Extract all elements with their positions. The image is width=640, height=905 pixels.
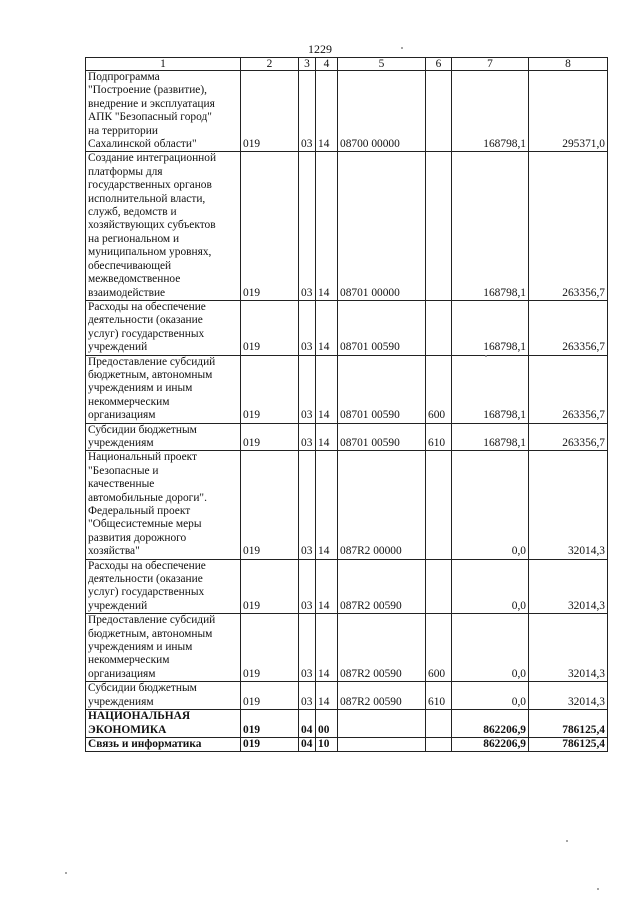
table-row	[86, 300, 608, 355]
table-row	[86, 451, 608, 559]
row-name: Национальный проект "Безопасные и качественные автомобильные дороги". Федеральный проект "Общесистемные меры развития дорожного хозяйства"	[88, 451, 207, 558]
cell-c7: 168798,1	[452, 355, 529, 423]
cell-c8: 786125,4	[529, 710, 608, 738]
cell-c2: 019	[241, 355, 299, 423]
cell-c7: 168798,1	[452, 152, 529, 300]
row-name-cell	[86, 682, 241, 710]
row-name: Субсидии бюджетным учреждениям	[88, 423, 197, 449]
cell-c8: 32014,3	[529, 559, 608, 614]
header-cell: 5	[338, 58, 426, 71]
cell-c7: 0,0	[452, 614, 529, 682]
cell-c8: 32014,3	[529, 614, 608, 682]
cell-c6	[426, 451, 452, 559]
cell-c4: 14	[316, 682, 338, 710]
cell-c2: 019	[241, 300, 299, 355]
cell-c2: 019	[241, 682, 299, 710]
cell-c3: 04	[299, 737, 316, 751]
table-row	[86, 355, 608, 423]
cell-c2: 019	[241, 559, 299, 614]
cell-c2: 019	[241, 71, 299, 152]
table-row	[86, 423, 608, 451]
row-name: Связь и информатика	[88, 737, 202, 750]
cell-c8: 786125,4	[529, 737, 608, 751]
header-cell: 2	[241, 58, 299, 71]
table-row	[86, 710, 608, 738]
header-cell: 7	[452, 58, 529, 71]
table-body	[86, 71, 608, 752]
row-name-cell	[86, 71, 241, 152]
header-row	[86, 58, 608, 71]
cell-c8: 263356,7	[529, 300, 608, 355]
row-name-cell	[86, 737, 241, 751]
row-name-cell	[86, 423, 241, 451]
cell-c8: 32014,3	[529, 451, 608, 559]
row-name: Расходы на обеспечение деятельности (оказание услуг) государственных учреждений	[88, 300, 206, 354]
row-name: Расходы на обеспечение деятельности (оказание услуг) государственных учреждений	[88, 559, 206, 612]
row-name-cell	[86, 614, 241, 682]
cell-c4: 14	[316, 451, 338, 559]
cell-c4: 14	[316, 71, 338, 152]
cell-c7: 0,0	[452, 682, 529, 710]
header-cell: 1	[86, 58, 241, 71]
cell-c5: 08701 00590	[338, 300, 426, 355]
cell-c7: 168798,1	[452, 300, 529, 355]
cell-c4: 10	[316, 737, 338, 751]
cell-c3: 03	[299, 451, 316, 559]
scan-speck	[597, 888, 599, 890]
row-name-cell	[86, 152, 241, 300]
cell-c5	[338, 710, 426, 738]
scan-speck	[485, 355, 487, 357]
cell-c5: 08701 00590	[338, 355, 426, 423]
row-name: Предоставление субсидий бюджетным, автономным учреждениям и иным некоммерческим организациям	[88, 355, 216, 422]
table-row	[86, 737, 608, 751]
cell-c5: 087R2 00000	[338, 451, 426, 559]
row-name-cell	[86, 355, 241, 423]
cell-c2: 019	[241, 614, 299, 682]
scan-speck	[65, 872, 67, 874]
page-number: 1229	[308, 42, 332, 56]
cell-c4: 14	[316, 614, 338, 682]
cell-c5: 08701 00000	[338, 152, 426, 300]
scan-speck	[401, 47, 403, 49]
cell-c7: 862206,9	[452, 710, 529, 738]
row-name: Предоставление субсидий бюджетным, автономным учреждениям и иным некоммерческим организациям	[88, 614, 216, 680]
row-name: Создание интеграционной платформы для государственных органов исполнительной власти, служб, ведомств и хозяйствующих субъектов на региональном и муниципальном уровнях, обеспечивающей межведомственное взаимодействие	[88, 152, 217, 299]
cell-c6	[426, 71, 452, 152]
cell-c6	[426, 737, 452, 751]
header-cell: 4	[316, 58, 338, 71]
cell-c3: 03	[299, 300, 316, 355]
cell-c3: 03	[299, 71, 316, 152]
table-row	[86, 71, 608, 152]
cell-c4: 14	[316, 423, 338, 451]
row-name-cell	[86, 451, 241, 559]
header-cell: 8	[529, 58, 608, 71]
cell-c7: 168798,1	[452, 71, 529, 152]
table-row	[86, 152, 608, 300]
cell-c3: 03	[299, 614, 316, 682]
cell-c2: 019	[241, 152, 299, 300]
row-name-cell	[86, 559, 241, 614]
table-row	[86, 559, 608, 614]
header-cell: 6	[426, 58, 452, 71]
cell-c8: 295371,0	[529, 71, 608, 152]
cell-c8: 32014,3	[529, 682, 608, 710]
cell-c6	[426, 559, 452, 614]
cell-c6: 610	[426, 682, 452, 710]
cell-c3: 03	[299, 152, 316, 300]
cell-c4: 14	[316, 559, 338, 614]
row-name: Субсидии бюджетным учреждениям	[88, 682, 197, 708]
cell-c3: 03	[299, 355, 316, 423]
row-name-cell	[86, 710, 241, 738]
cell-c3: 03	[299, 682, 316, 710]
cell-c2: 019	[241, 423, 299, 451]
cell-c6	[426, 710, 452, 738]
cell-c7: 862206,9	[452, 737, 529, 751]
cell-c4: 00	[316, 710, 338, 738]
cell-c3: 03	[299, 559, 316, 614]
cell-c5: 08700 00000	[338, 71, 426, 152]
budget-table	[85, 57, 608, 752]
cell-c5: 087R2 00590	[338, 682, 426, 710]
cell-c8: 263356,7	[529, 152, 608, 300]
cell-c4: 14	[316, 300, 338, 355]
cell-c3: 04	[299, 710, 316, 738]
cell-c6	[426, 300, 452, 355]
row-name-cell	[86, 300, 241, 355]
cell-c2: 019	[241, 451, 299, 559]
table-row	[86, 682, 608, 710]
cell-c6: 600	[426, 355, 452, 423]
row-name: НАЦИОНАЛЬНАЯ ЭКОНОМИКА	[88, 710, 191, 736]
table-row	[86, 614, 608, 682]
cell-c5: 087R2 00590	[338, 559, 426, 614]
cell-c4: 14	[316, 152, 338, 300]
cell-c7: 168798,1	[452, 423, 529, 451]
cell-c2: 019	[241, 737, 299, 751]
cell-c3: 03	[299, 423, 316, 451]
scan-speck	[566, 840, 568, 842]
cell-c8: 263356,7	[529, 423, 608, 451]
cell-c5	[338, 737, 426, 751]
cell-c4: 14	[316, 355, 338, 423]
cell-c2: 019	[241, 710, 299, 738]
cell-c7: 0,0	[452, 451, 529, 559]
cell-c5: 08701 00590	[338, 423, 426, 451]
cell-c7: 0,0	[452, 559, 529, 614]
cell-c6: 610	[426, 423, 452, 451]
cell-c8: 263356,7	[529, 355, 608, 423]
cell-c6	[426, 152, 452, 300]
header-cell: 3	[299, 58, 316, 71]
cell-c6: 600	[426, 614, 452, 682]
cell-c5: 087R2 00590	[338, 614, 426, 682]
row-name: Подпрограмма "Построение (развитие), внедрение и эксплуатация АПК "Безопасный город" на территории Сахалинской области"	[88, 71, 215, 151]
